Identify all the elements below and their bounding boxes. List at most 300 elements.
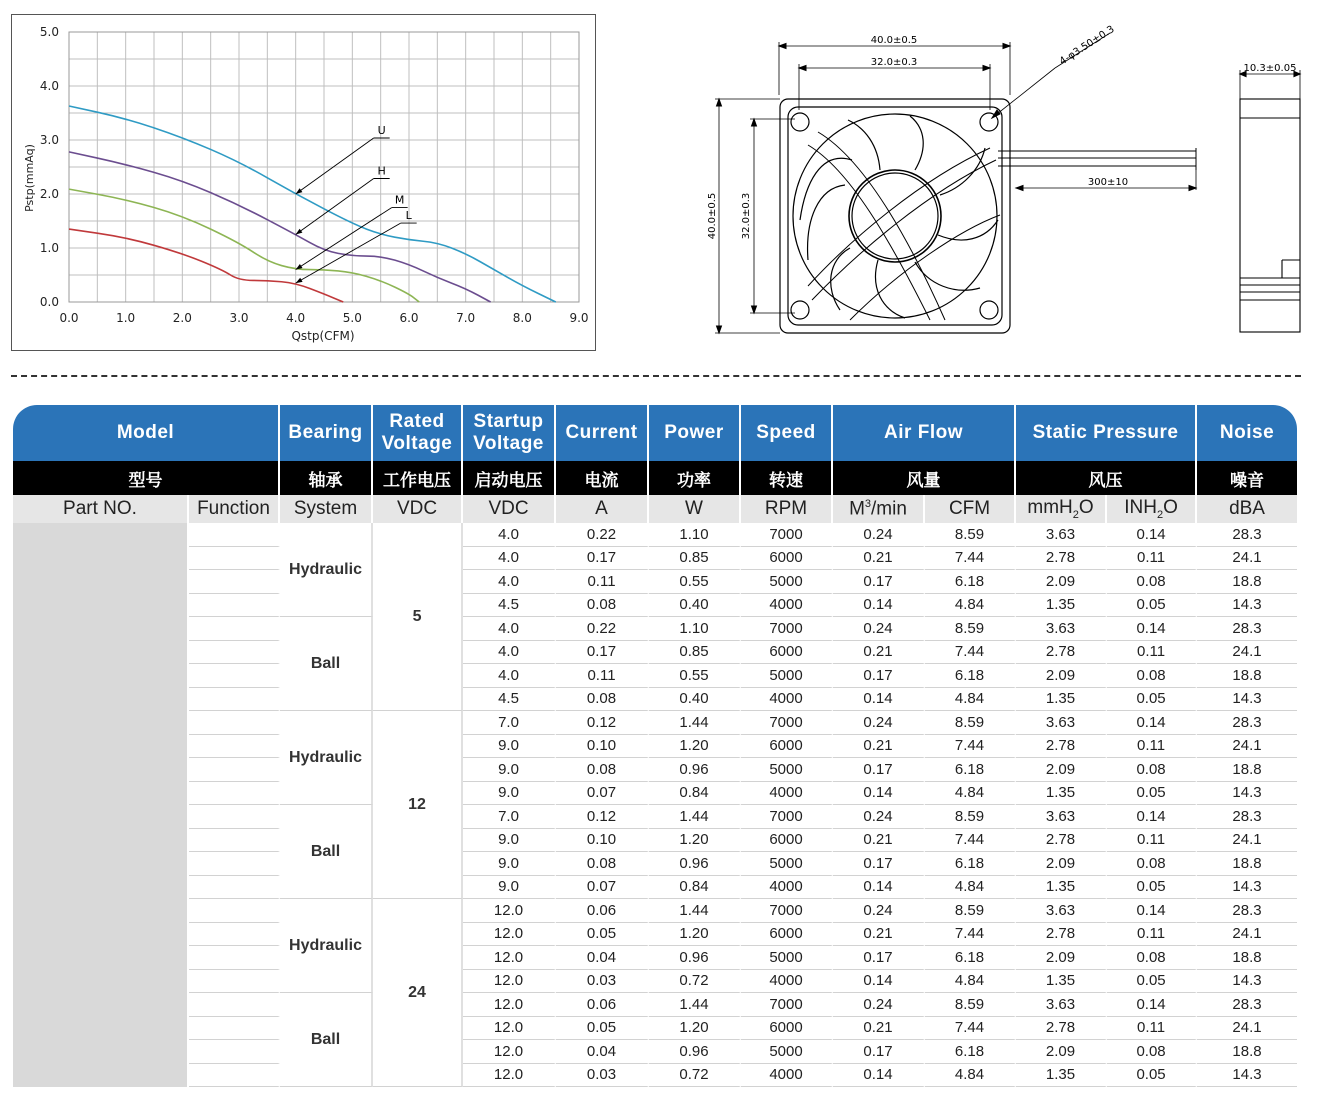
startup-voltage-cell: 9.0 xyxy=(463,829,556,853)
table-row xyxy=(13,758,1297,782)
pressure-inh2o-cell: 0.05 xyxy=(1107,970,1197,994)
table-row xyxy=(13,1064,1297,1088)
startup-voltage-cell: 12.0 xyxy=(463,1064,556,1088)
startup-voltage-cell: 12.0 xyxy=(463,1017,556,1041)
header-rated-voltage: Rated Voltage xyxy=(373,405,463,461)
power-cell: 0.85 xyxy=(649,641,741,665)
airflow-m3-cell: 0.24 xyxy=(833,617,925,641)
power-cell: 1.20 xyxy=(649,735,741,759)
startup-voltage-cell: 4.0 xyxy=(463,617,556,641)
pressure-mmh2o-cell: 2.09 xyxy=(1016,1040,1107,1064)
current-cell: 0.08 xyxy=(556,594,649,618)
airflow-cfm-cell: 8.59 xyxy=(925,993,1016,1017)
airflow-m3-cell: 0.14 xyxy=(833,688,925,712)
current-cell: 0.08 xyxy=(556,758,649,782)
power-cell: 1.44 xyxy=(649,805,741,829)
current-cell: 0.10 xyxy=(556,735,649,759)
table-row xyxy=(13,523,1297,547)
chart-ticks xyxy=(40,25,589,325)
part-no-cell xyxy=(13,523,189,1087)
header-noise: Noise xyxy=(1197,405,1297,461)
pressure-mmh2o-cell: 3.63 xyxy=(1016,711,1107,735)
airflow-m3-cell: 0.24 xyxy=(833,523,925,547)
current-cell: 0.17 xyxy=(556,641,649,665)
pressure-inh2o-cell: 0.11 xyxy=(1107,829,1197,853)
bearing-cell: Ball xyxy=(280,805,373,899)
table-row xyxy=(13,876,1297,900)
startup-voltage-cell: 9.0 xyxy=(463,782,556,806)
table-row xyxy=(13,688,1297,712)
startup-voltage-cell: 9.0 xyxy=(463,852,556,876)
function-cell xyxy=(189,547,280,571)
speed-cell: 5000 xyxy=(741,664,833,688)
airflow-cfm-cell: 8.59 xyxy=(925,899,1016,923)
speed-cell: 4000 xyxy=(741,688,833,712)
airflow-m3-cell: 0.17 xyxy=(833,570,925,594)
airflow-m3-cell: 0.14 xyxy=(833,876,925,900)
speed-cell: 4000 xyxy=(741,594,833,618)
current-cell: 0.06 xyxy=(556,993,649,1017)
airflow-m3-cell: 0.21 xyxy=(833,1017,925,1041)
x-tick-label: 6.0 xyxy=(399,311,419,325)
current-cell: 0.03 xyxy=(556,1064,649,1088)
pressure-inh2o-cell: 0.05 xyxy=(1107,688,1197,712)
startup-voltage-cell: 4.5 xyxy=(463,688,556,712)
table-row xyxy=(13,1017,1297,1041)
startup-voltage-cell: 4.0 xyxy=(463,523,556,547)
airflow-m3-cell: 0.24 xyxy=(833,711,925,735)
speed-cell: 4000 xyxy=(741,782,833,806)
bearing-cell: Ball xyxy=(280,617,373,711)
callout-arrowhead xyxy=(296,278,303,283)
unit-mmh2o xyxy=(1016,495,1107,523)
noise-cell: 18.8 xyxy=(1197,1040,1297,1064)
startup-voltage-cell: 4.5 xyxy=(463,594,556,618)
function-cell xyxy=(189,899,280,923)
pressure-mmh2o-cell: 2.09 xyxy=(1016,570,1107,594)
airflow-m3-cell: 0.21 xyxy=(833,735,925,759)
pressure-mmh2o-cell: 1.35 xyxy=(1016,782,1107,806)
y-tick-label: 1.0 xyxy=(39,241,59,255)
x-tick-label: 1.0 xyxy=(116,311,136,325)
fan-side-view xyxy=(1240,63,1300,332)
dim-hole-spacing-vertical-text: 32.0±0.3 xyxy=(741,192,752,240)
bearing-cell: Hydraulic xyxy=(280,711,373,805)
current-cell: 0.05 xyxy=(556,923,649,947)
y-axis-label: Pstp(mmAq) xyxy=(23,144,36,212)
airflow-m3-cell: 0.17 xyxy=(833,1040,925,1064)
unit-mmh2o-tail: O xyxy=(1078,497,1094,519)
current-cell: 0.08 xyxy=(556,852,649,876)
header-cn-power: 功率 xyxy=(649,461,741,495)
airflow-cfm-cell: 4.84 xyxy=(925,876,1016,900)
unit-m3-min xyxy=(833,495,925,523)
x-tick-label: 0.0 xyxy=(59,311,79,325)
lead-wires xyxy=(998,148,1196,191)
unit-current: A xyxy=(556,495,649,523)
airflow-m3-cell: 0.14 xyxy=(833,782,925,806)
noise-cell: 18.8 xyxy=(1197,570,1297,594)
power-cell: 0.96 xyxy=(649,1040,741,1064)
airflow-m3-cell: 0.17 xyxy=(833,758,925,782)
power-cell: 0.72 xyxy=(649,970,741,994)
fan-dimension-drawing xyxy=(700,20,1310,345)
pressure-mmh2o-cell: 2.09 xyxy=(1016,946,1107,970)
pressure-mmh2o-cell: 2.09 xyxy=(1016,664,1107,688)
current-cell: 0.08 xyxy=(556,688,649,712)
airflow-cfm-cell: 6.18 xyxy=(925,1040,1016,1064)
pressure-inh2o-cell: 0.08 xyxy=(1107,1040,1197,1064)
pressure-inh2o-cell: 0.11 xyxy=(1107,923,1197,947)
power-cell: 0.96 xyxy=(649,758,741,782)
chart-curves xyxy=(69,106,556,302)
function-cell xyxy=(189,594,280,618)
dim-hole-spacing-vertical xyxy=(741,119,795,313)
startup-voltage-cell: 4.0 xyxy=(463,570,556,594)
startup-voltage-cell: 4.0 xyxy=(463,547,556,571)
startup-voltage-cell: 9.0 xyxy=(463,758,556,782)
pressure-inh2o-cell: 0.08 xyxy=(1107,570,1197,594)
pressure-inh2o-cell: 0.14 xyxy=(1107,617,1197,641)
current-cell: 0.17 xyxy=(556,547,649,571)
current-cell: 0.05 xyxy=(556,1017,649,1041)
table-row xyxy=(13,617,1297,641)
pressure-mmh2o-cell: 3.63 xyxy=(1016,993,1107,1017)
power-cell: 1.10 xyxy=(649,617,741,641)
speed-cell: 5000 xyxy=(741,946,833,970)
table-row xyxy=(13,829,1297,853)
pressure-mmh2o-cell: 3.63 xyxy=(1016,805,1107,829)
callout-line xyxy=(296,208,392,270)
unit-inh2o xyxy=(1107,495,1197,523)
callout-arrowhead xyxy=(296,188,303,194)
pressure-inh2o-cell: 0.14 xyxy=(1107,899,1197,923)
header-row-chinese xyxy=(13,461,1297,495)
header-row-units xyxy=(13,495,1297,523)
table-row xyxy=(13,899,1297,923)
pressure-mmh2o-cell: 1.35 xyxy=(1016,970,1107,994)
startup-voltage-cell: 7.0 xyxy=(463,711,556,735)
function-cell xyxy=(189,1064,280,1088)
pressure-mmh2o-cell: 2.78 xyxy=(1016,735,1107,759)
function-cell xyxy=(189,946,280,970)
current-cell: 0.12 xyxy=(556,711,649,735)
airflow-m3-cell: 0.14 xyxy=(833,1064,925,1088)
power-cell: 1.20 xyxy=(649,923,741,947)
noise-cell: 24.1 xyxy=(1197,923,1297,947)
table-row xyxy=(13,1040,1297,1064)
noise-cell: 18.8 xyxy=(1197,852,1297,876)
airflow-cfm-cell: 6.18 xyxy=(925,570,1016,594)
bearing-cell: Hydraulic xyxy=(280,899,373,993)
airflow-cfm-cell: 4.84 xyxy=(925,1064,1016,1088)
noise-cell: 24.1 xyxy=(1197,641,1297,665)
function-cell xyxy=(189,993,280,1017)
curve-label-l: L xyxy=(405,209,412,223)
unit-function: Function xyxy=(189,495,280,523)
airflow-cfm-cell: 6.18 xyxy=(925,852,1016,876)
pressure-inh2o-cell: 0.05 xyxy=(1107,782,1197,806)
x-tick-label: 5.0 xyxy=(342,311,362,325)
x-tick-label: 2.0 xyxy=(172,311,192,325)
pq-curve-chart xyxy=(11,14,596,351)
rated-voltage-cell: 5 xyxy=(373,523,463,711)
airflow-m3-cell: 0.14 xyxy=(833,594,925,618)
power-cell: 1.20 xyxy=(649,1017,741,1041)
function-cell xyxy=(189,782,280,806)
noise-cell: 14.3 xyxy=(1197,1064,1297,1088)
table-row xyxy=(13,852,1297,876)
noise-cell: 24.1 xyxy=(1197,829,1297,853)
startup-voltage-cell: 4.0 xyxy=(463,641,556,665)
power-cell: 0.84 xyxy=(649,876,741,900)
x-axis-label: Qstp(CFM) xyxy=(291,329,355,343)
airflow-m3-cell: 0.24 xyxy=(833,993,925,1017)
speed-cell: 6000 xyxy=(741,641,833,665)
dim-hole-spacing-text: 32.0±0.3 xyxy=(870,57,918,68)
x-tick-label: 3.0 xyxy=(229,311,249,325)
pressure-inh2o-cell: 0.08 xyxy=(1107,852,1197,876)
unit-startup-vdc: VDC xyxy=(463,495,556,523)
current-cell: 0.04 xyxy=(556,946,649,970)
speed-cell: 6000 xyxy=(741,547,833,571)
power-cell: 0.40 xyxy=(649,688,741,712)
function-cell xyxy=(189,876,280,900)
airflow-m3-cell: 0.24 xyxy=(833,899,925,923)
airflow-cfm-cell: 6.18 xyxy=(925,758,1016,782)
curve-label-u: U xyxy=(377,124,386,137)
airflow-cfm-cell: 6.18 xyxy=(925,664,1016,688)
header-cn-static-pressure: 风压 xyxy=(1016,461,1197,495)
function-cell xyxy=(189,711,280,735)
noise-cell: 14.3 xyxy=(1197,876,1297,900)
noise-cell: 28.3 xyxy=(1197,711,1297,735)
header-cn-speed: 转速 xyxy=(741,461,833,495)
function-cell xyxy=(189,688,280,712)
header-speed: Speed xyxy=(741,405,833,461)
power-cell: 0.55 xyxy=(649,570,741,594)
unit-m3-sup: 3 xyxy=(864,497,872,510)
airflow-cfm-cell: 7.44 xyxy=(925,641,1016,665)
startup-voltage-cell: 12.0 xyxy=(463,923,556,947)
pressure-mmh2o-cell: 2.09 xyxy=(1016,758,1107,782)
power-cell: 0.85 xyxy=(649,547,741,571)
pressure-mmh2o-cell: 3.63 xyxy=(1016,523,1107,547)
y-tick-label: 4.0 xyxy=(39,79,59,93)
pressure-inh2o-cell: 0.05 xyxy=(1107,594,1197,618)
power-cell: 0.72 xyxy=(649,1064,741,1088)
power-cell: 1.20 xyxy=(649,829,741,853)
dim-outer-height-text: 40.0±0.5 xyxy=(707,192,718,240)
function-cell xyxy=(189,758,280,782)
airflow-cfm-cell: 7.44 xyxy=(925,923,1016,947)
header-model: Model xyxy=(13,405,280,461)
callout-line xyxy=(296,223,401,283)
unit-inh2o-sub: 2 xyxy=(1156,508,1164,521)
pressure-inh2o-cell: 0.11 xyxy=(1107,547,1197,571)
unit-mmh2o-sub: 2 xyxy=(1072,508,1079,521)
header-cn-noise: 噪音 xyxy=(1197,461,1297,495)
power-cell: 1.44 xyxy=(649,711,741,735)
callout-line xyxy=(296,138,374,194)
power-cell: 0.96 xyxy=(649,946,741,970)
callout-line xyxy=(296,179,374,235)
unit-inh2o-tail: O xyxy=(1163,497,1178,519)
unit-speed: RPM xyxy=(741,495,833,523)
y-tick-label: 3.0 xyxy=(39,133,59,147)
table-row xyxy=(13,993,1297,1017)
airflow-m3-cell: 0.21 xyxy=(833,923,925,947)
header-cn-startup-voltage: 启动电压 xyxy=(463,461,556,495)
unit-mmh2o-base: mmH xyxy=(1027,497,1073,519)
function-cell xyxy=(189,664,280,688)
current-cell: 0.11 xyxy=(556,664,649,688)
dim-holes xyxy=(992,24,1117,118)
noise-cell: 14.3 xyxy=(1197,970,1297,994)
speed-cell: 6000 xyxy=(741,1017,833,1041)
fan-front-view xyxy=(780,99,1010,333)
airflow-cfm-cell: 4.84 xyxy=(925,970,1016,994)
function-cell xyxy=(189,923,280,947)
airflow-cfm-cell: 6.18 xyxy=(925,946,1016,970)
x-tick-label: 8.0 xyxy=(512,311,532,325)
header-static-pressure: Static Pressure xyxy=(1016,405,1197,461)
airflow-m3-cell: 0.17 xyxy=(833,664,925,688)
function-cell xyxy=(189,523,280,547)
speed-cell: 4000 xyxy=(741,1064,833,1088)
startup-voltage-cell: 9.0 xyxy=(463,735,556,759)
bearing-cell: Ball xyxy=(280,993,373,1087)
noise-cell: 18.8 xyxy=(1197,664,1297,688)
startup-voltage-cell: 12.0 xyxy=(463,970,556,994)
y-tick-label: 0.0 xyxy=(39,295,59,309)
callout-arrowhead xyxy=(296,229,303,235)
pressure-inh2o-cell: 0.08 xyxy=(1107,758,1197,782)
startup-voltage-cell: 12.0 xyxy=(463,993,556,1017)
speed-cell: 6000 xyxy=(741,735,833,759)
pressure-mmh2o-cell: 1.35 xyxy=(1016,688,1107,712)
table-row xyxy=(13,923,1297,947)
power-cell: 1.10 xyxy=(649,523,741,547)
function-cell xyxy=(189,1040,280,1064)
pressure-inh2o-cell: 0.14 xyxy=(1107,711,1197,735)
current-cell: 0.04 xyxy=(556,1040,649,1064)
header-row-english xyxy=(13,405,1297,461)
power-cell: 0.84 xyxy=(649,782,741,806)
current-cell: 0.07 xyxy=(556,782,649,806)
speed-cell: 5000 xyxy=(741,852,833,876)
header-cn-rated-voltage: 工作电压 xyxy=(373,461,463,495)
airflow-cfm-cell: 7.44 xyxy=(925,735,1016,759)
pressure-inh2o-cell: 0.08 xyxy=(1107,664,1197,688)
header-air-flow: Air Flow xyxy=(833,405,1016,461)
airflow-m3-cell: 0.21 xyxy=(833,641,925,665)
speed-cell: 7000 xyxy=(741,899,833,923)
noise-cell: 18.8 xyxy=(1197,758,1297,782)
airflow-cfm-cell: 8.59 xyxy=(925,711,1016,735)
function-cell xyxy=(189,641,280,665)
power-cell: 0.40 xyxy=(649,594,741,618)
header-bearing: Bearing xyxy=(280,405,373,461)
table-row xyxy=(13,735,1297,759)
speed-cell: 5000 xyxy=(741,570,833,594)
airflow-cfm-cell: 8.59 xyxy=(925,617,1016,641)
airflow-cfm-cell: 7.44 xyxy=(925,1017,1016,1041)
pressure-mmh2o-cell: 1.35 xyxy=(1016,594,1107,618)
startup-voltage-cell: 12.0 xyxy=(463,946,556,970)
airflow-cfm-cell: 4.84 xyxy=(925,688,1016,712)
speed-cell: 7000 xyxy=(741,523,833,547)
noise-cell: 28.3 xyxy=(1197,993,1297,1017)
spec-table xyxy=(13,405,1297,1087)
unit-part-no: Part NO. xyxy=(13,495,189,523)
function-cell xyxy=(189,829,280,853)
chart-grid xyxy=(69,32,579,302)
function-cell xyxy=(189,805,280,829)
speed-cell: 4000 xyxy=(741,876,833,900)
pressure-mmh2o-cell: 2.78 xyxy=(1016,641,1107,665)
power-cell: 1.44 xyxy=(649,993,741,1017)
table-row xyxy=(13,711,1297,735)
function-cell xyxy=(189,1017,280,1041)
airflow-m3-cell: 0.17 xyxy=(833,852,925,876)
noise-cell: 28.3 xyxy=(1197,523,1297,547)
table-row xyxy=(13,946,1297,970)
rated-voltage-cell: 12 xyxy=(373,711,463,899)
speed-cell: 7000 xyxy=(741,617,833,641)
dim-lead-length-text: 300±10 xyxy=(1087,177,1129,188)
dim-outer-width-text: 40.0±0.5 xyxy=(870,35,918,46)
header-cn-model: 型号 xyxy=(13,461,280,495)
startup-voltage-cell: 7.0 xyxy=(463,805,556,829)
pressure-inh2o-cell: 0.11 xyxy=(1107,1017,1197,1041)
curve-h xyxy=(69,152,491,302)
table-row xyxy=(13,570,1297,594)
table-row xyxy=(13,641,1297,665)
pressure-inh2o-cell: 0.14 xyxy=(1107,993,1197,1017)
pressure-mmh2o-cell: 2.78 xyxy=(1016,829,1107,853)
startup-voltage-cell: 12.0 xyxy=(463,1040,556,1064)
airflow-m3-cell: 0.24 xyxy=(833,805,925,829)
current-cell: 0.06 xyxy=(556,899,649,923)
pressure-inh2o-cell: 0.14 xyxy=(1107,523,1197,547)
header-current: Current xyxy=(556,405,649,461)
airflow-cfm-cell: 8.59 xyxy=(925,805,1016,829)
rated-voltage-cell: 24 xyxy=(373,899,463,1087)
startup-voltage-cell: 12.0 xyxy=(463,899,556,923)
speed-cell: 7000 xyxy=(741,805,833,829)
unit-system: System xyxy=(280,495,373,523)
header-cn-air-flow: 风量 xyxy=(833,461,1016,495)
noise-cell: 24.1 xyxy=(1197,547,1297,571)
noise-cell: 18.8 xyxy=(1197,946,1297,970)
unit-power: W xyxy=(649,495,741,523)
airflow-m3-cell: 0.21 xyxy=(833,829,925,853)
pressure-mmh2o-cell: 2.09 xyxy=(1016,852,1107,876)
airflow-m3-cell: 0.17 xyxy=(833,946,925,970)
spec-table-body xyxy=(13,523,1297,1087)
function-cell xyxy=(189,617,280,641)
header-startup-voltage: Startup Voltage xyxy=(463,405,556,461)
startup-voltage-cell: 4.0 xyxy=(463,664,556,688)
speed-cell: 7000 xyxy=(741,993,833,1017)
header-cn-current: 电流 xyxy=(556,461,649,495)
power-cell: 1.44 xyxy=(649,899,741,923)
noise-cell: 24.1 xyxy=(1197,735,1297,759)
noise-cell: 14.3 xyxy=(1197,594,1297,618)
airflow-cfm-cell: 7.44 xyxy=(925,547,1016,571)
pressure-mmh2o-cell: 2.78 xyxy=(1016,923,1107,947)
